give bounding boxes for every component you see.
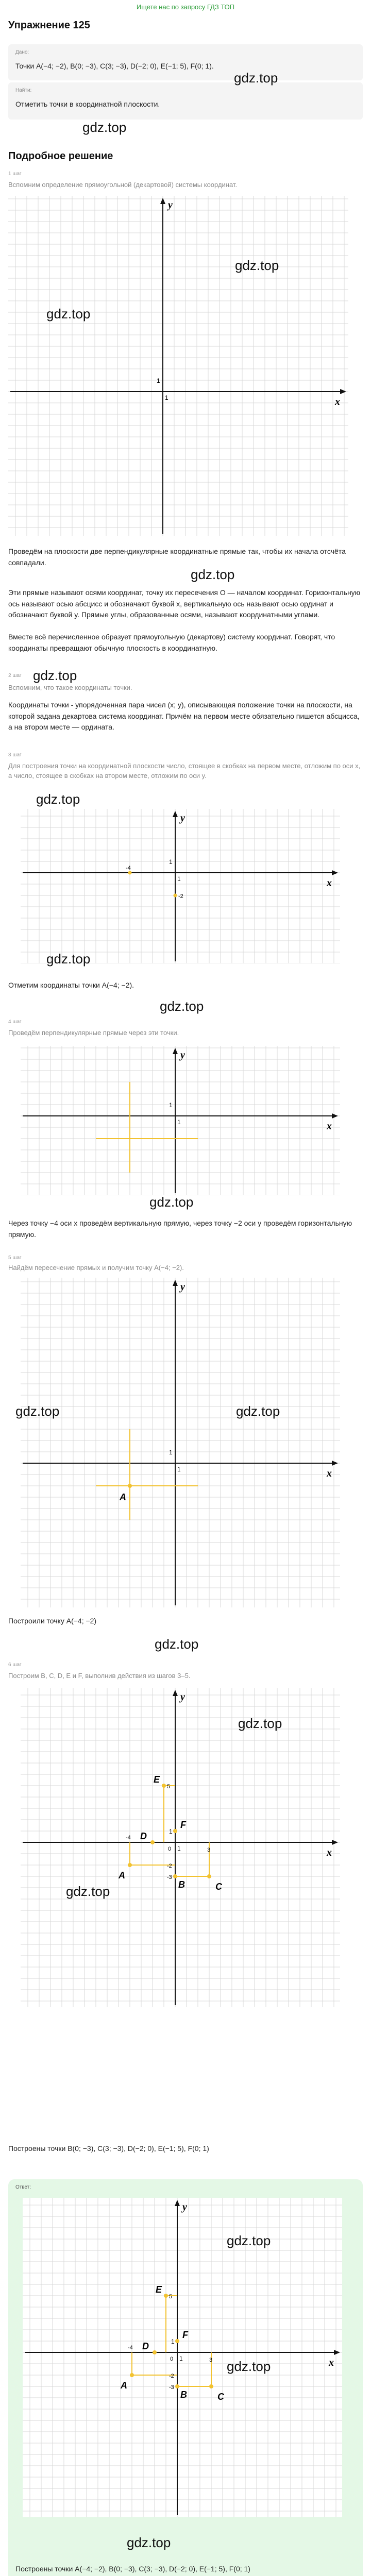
point-E <box>164 2294 168 2298</box>
tick-label-y-minus-2: -2 <box>167 1863 172 1869</box>
x-axis-label: x <box>335 396 340 408</box>
point-A <box>128 1863 132 1867</box>
step-2-paragraph: Координаты точки - упорядоченная пара чисел (x; y), описывающая положение точки на плоскости, на которой задана декартова система координат. Причём на первом месте обязательно пишется абсцисса, а на втором месте — ордината. <box>8 701 360 732</box>
step-6-desc: Построим B, C, D, E и F, выполнив действия из шагов 3–5. <box>8 1672 191 1680</box>
point-E-label: E <box>156 2284 162 2295</box>
tick-label-x-1: 1 <box>177 1118 181 1126</box>
tick-label-x-1: 1 <box>177 1466 181 1473</box>
x-axis-arrow <box>332 870 338 875</box>
tick-label-origin: 0 <box>170 2356 174 2362</box>
step-4-desc: Проведём перпендикулярные прямые через эти точки. <box>8 1029 179 1037</box>
answer-text: Построены точки A(−4; −2), B(0; −3), C(3; −3), D(−2; 0), E(−1; 5), F(0; 1) <box>15 2565 250 2573</box>
watermark: gdz.top <box>227 2359 271 2374</box>
x-axis-label: x <box>329 2357 334 2368</box>
watermark: gdz.top <box>155 1636 199 1652</box>
point-E-label: E <box>154 1774 160 1785</box>
step-2-desc: Вспомним, что такое координаты точки. <box>8 684 132 691</box>
step-1-paragraph-3: Вместе всё перечисленное образует прямоугольную (декартову) систему координат. Говорят, что координаты превращают обычную плоскость в координатную. <box>8 633 335 652</box>
step-6-graph <box>21 1688 340 2007</box>
step-1-paragraph-1: Проведём на плоскости две перпендикулярные координатные прямые так, чтобы их начала отсчёта совпадали. <box>8 547 346 567</box>
tick-label-x-1: 1 <box>177 1845 181 1852</box>
point-B-label: B <box>178 1879 185 1890</box>
x-axis-label: x <box>327 1121 332 1132</box>
point-A <box>130 2373 134 2377</box>
x-axis-arrow <box>340 389 346 394</box>
find-text: Отметить точки в координатной плоскости. <box>15 100 160 108</box>
step-5-graph <box>21 1278 340 1607</box>
exercise-title: Упражнение 125 <box>8 20 90 31</box>
point-A <box>128 1484 132 1488</box>
tick-label-y-1: 1 <box>169 1828 173 1835</box>
tick-label-y-minus-3: -3 <box>167 1874 172 1880</box>
step-1-graph <box>8 196 348 536</box>
y-axis-label: y <box>182 2201 187 2213</box>
tick-label-x-minus-4: -4 <box>126 1835 131 1841</box>
y-axis-label: y <box>180 812 185 824</box>
point-B <box>173 1874 177 1878</box>
tick-label-x-3: 3 <box>207 1847 211 1853</box>
y-axis-arrow <box>173 811 178 817</box>
tick-label-x-minus-4: -4 <box>126 865 131 871</box>
tick-label-x-1: 1 <box>177 875 181 883</box>
tick-label-y-5: 5 <box>169 2294 173 2300</box>
watermark: gdz.top <box>33 668 77 683</box>
y-axis-arrow <box>173 1048 178 1054</box>
top-banner-link[interactable]: Ищете нас по запросу ГДЗ ТОП <box>136 3 235 11</box>
tick-label-y-1: 1 <box>171 2338 175 2345</box>
watermark: gdz.top <box>82 120 127 135</box>
watermark: gdz.top <box>191 567 235 582</box>
answer-label: Ответ: <box>15 2184 31 2190</box>
step-6-label: 6 шаг <box>8 1662 22 1668</box>
point-D <box>150 1840 155 1844</box>
step-3-desc: Для построения точки на координатной плоскости число, стоящее в скобках на первом месте, отложим по оси x, а число, стоящее в скобках на втором месте, отложим по оси y. <box>8 762 361 779</box>
x-axis-label: x <box>327 1468 332 1479</box>
point-D-label: D <box>140 1831 147 1841</box>
tick-label-x-1: 1 <box>165 394 168 401</box>
step-2-label: 2 шаг <box>8 673 22 679</box>
step-6-result: Построены точки B(0; −3), C(3; −3), D(−2; 0), E(−1; 5), F(0; 1) <box>8 2144 209 2153</box>
watermark: gdz.top <box>227 2233 271 2248</box>
y-axis-arrow <box>173 1280 178 1286</box>
point-F <box>173 1829 177 1833</box>
given-label: Дано: <box>15 49 29 55</box>
point-D-label: D <box>142 2341 149 2351</box>
watermark: gdz.top <box>160 998 204 1014</box>
given-card <box>8 44 363 80</box>
step-3-graph <box>21 809 340 963</box>
watermark: gdz.top <box>127 2535 171 2550</box>
tick-label-y-minus-2: -2 <box>178 893 183 900</box>
step-3-result: Отметим координаты точки A(−4; −2). <box>8 981 134 989</box>
watermark: gdz.top <box>149 1194 194 1210</box>
point-C-label: C <box>217 2392 224 2402</box>
step-4-graph <box>21 1046 340 1195</box>
watermark: gdz.top <box>46 306 91 321</box>
point-E <box>162 1784 166 1788</box>
tick-label-y-1: 1 <box>169 858 173 866</box>
step-4-paragraph: Через точку −4 оси x проведём вертикальную прямую, через точку −2 оси y проведём горизонтальную прямую. <box>8 1219 352 1239</box>
tick-label-y-1: 1 <box>169 1449 173 1456</box>
step-4-label: 4 шаг <box>8 1019 22 1025</box>
step-1-desc: Вспомним определение прямоугольной (декартовой) системы координат. <box>8 181 238 189</box>
watermark: gdz.top <box>36 791 80 807</box>
watermark: gdz.top <box>236 1403 280 1419</box>
step-1-label: 1 шаг <box>8 171 22 177</box>
find-label: Найти: <box>15 88 32 93</box>
point-B-label: B <box>180 2389 187 2400</box>
x-axis-arrow <box>332 1113 338 1118</box>
point-F-label: F <box>182 2330 188 2340</box>
x-axis-arrow <box>332 1840 338 1845</box>
step-5-label: 5 шаг <box>8 1255 22 1261</box>
watermark: gdz.top <box>234 70 278 86</box>
find-card <box>8 82 363 120</box>
tick-label-y-minus-3: -3 <box>169 2384 174 2391</box>
y-axis-label: y <box>168 199 173 211</box>
tick-label-y-1: 1 <box>169 1101 173 1109</box>
point-C-label: C <box>215 1882 222 1892</box>
point-A-label: A <box>121 2380 127 2391</box>
answer-card <box>8 2179 363 2576</box>
x-axis-label: x <box>327 1847 332 1858</box>
tick-point-x-minus-4 <box>128 871 132 875</box>
watermark: gdz.top <box>46 951 91 967</box>
given-text: Точки A(−4; −2), B(0; −3), C(3; −3), D(−2; 0), E(−1; 5), F(0; 1). <box>15 62 214 70</box>
point-A-label: A <box>120 1492 126 1502</box>
step-5-desc: Найдём пересечение прямых и получим точку A(−4; −2). <box>8 1264 184 1272</box>
tick-label-x-minus-4: -4 <box>128 2345 133 2351</box>
y-axis-arrow <box>175 2200 180 2206</box>
point-F-label: F <box>180 1820 186 1830</box>
watermark: gdz.top <box>66 1884 110 1899</box>
watermark: gdz.top <box>15 1403 60 1419</box>
tick-label-x-1: 1 <box>179 2355 183 2362</box>
tick-label-y-5: 5 <box>167 1784 171 1790</box>
tick-label-y-minus-2: -2 <box>169 2373 174 2379</box>
x-axis-arrow <box>332 1461 338 1466</box>
solution-heading: Подробное решение <box>8 150 113 162</box>
point-F <box>175 2339 179 2343</box>
step-3-label: 3 шаг <box>8 752 22 758</box>
tick-label-y-1: 1 <box>157 377 160 384</box>
point-C <box>209 2384 213 2388</box>
point-C <box>207 1874 211 1878</box>
tick-point-y-minus-2 <box>174 894 177 897</box>
point-B <box>175 2384 179 2388</box>
x-axis-arrow <box>334 2350 340 2355</box>
point-D <box>153 2350 157 2354</box>
y-axis-label: y <box>180 1281 185 1293</box>
point-A-label: A <box>119 1870 125 1880</box>
step-5-result: Построили точку A(−4; −2) <box>8 1617 97 1625</box>
watermark: gdz.top <box>235 258 279 273</box>
x-axis-label: x <box>327 877 332 889</box>
watermark: gdz.top <box>238 1716 282 1731</box>
y-axis-arrow <box>173 1690 178 1696</box>
tick-label-x-3: 3 <box>209 2357 213 2363</box>
y-axis-label: y <box>180 1691 185 1703</box>
y-axis-label: y <box>180 1049 185 1061</box>
step-1-paragraph-2: Эти прямые называют осями координат, точку их пересечения O — началом координат. Горизонтальную ось называют осью абсцисс и обозначают буквой x, вертикальную ось называют осью ординат и обозначают буквой y. Прямые углы, образованные осями, называют координатными углами. <box>8 588 361 619</box>
tick-label-origin: 0 <box>168 1846 172 1852</box>
answer-graph <box>23 2198 342 2517</box>
